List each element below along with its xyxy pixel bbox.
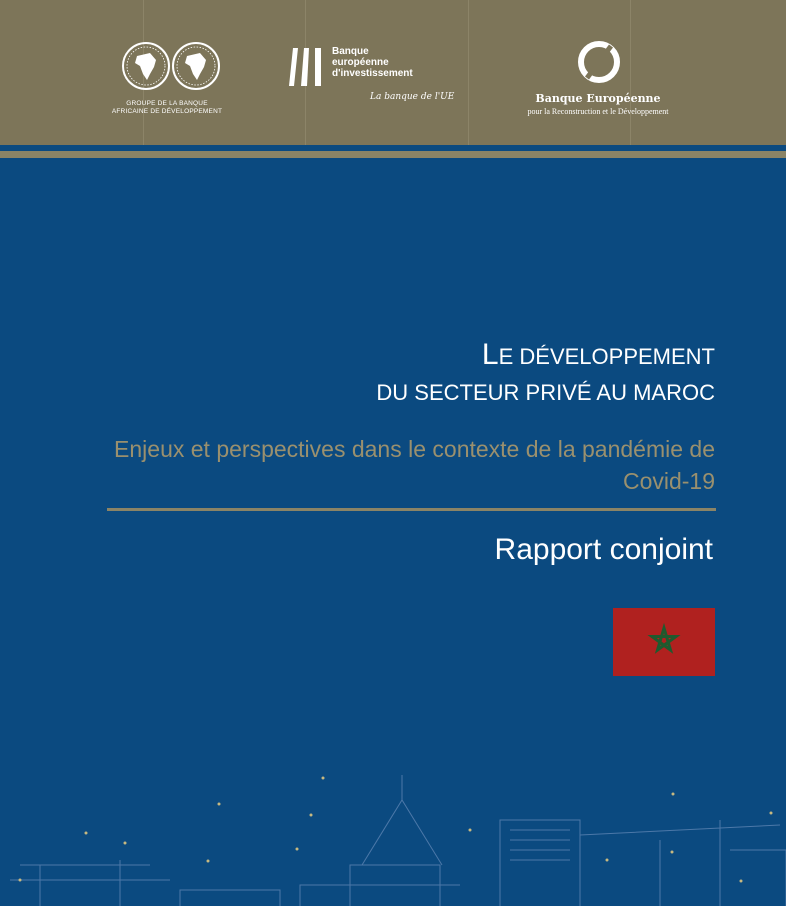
- eib-tagline: La banque de l'UE: [370, 92, 455, 102]
- city-skyline-illustration: [0, 740, 786, 906]
- report-title-line1: LE DÉVELOPPEMENT: [481, 338, 715, 371]
- morocco-flag: [613, 608, 715, 676]
- eib-logo: [287, 44, 462, 114]
- report-subtitle: Enjeux et perspectives dans le contexte de la pandémie de Covid-19: [114, 436, 715, 494]
- ebrd-emblem-icon: [577, 40, 621, 84]
- gold-stripe: [0, 151, 786, 158]
- afdb-name: GROUPE DE LA BANQUE AFRICAINE DE DÉVELOPPEMENT: [111, 100, 223, 115]
- eib-bars-icon: [287, 46, 327, 88]
- report-type: Rapport conjoint: [494, 533, 713, 566]
- afdb-logo: [110, 36, 230, 126]
- eib-name: Banque européenne d'investissement: [332, 46, 413, 79]
- title-divider: [107, 508, 716, 511]
- report-title-line2: DU SECTEUR PRIVÉ AU MAROC: [376, 380, 715, 405]
- ebrd-subtitle: pour la Reconstruction et le Développement: [527, 107, 669, 116]
- ebrd-name: Banque Européenne: [535, 92, 661, 105]
- green-star-icon: [613, 608, 715, 676]
- partner-logos-header: [0, 0, 786, 145]
- header-divider: [468, 0, 469, 145]
- ebrd-logo: [505, 40, 695, 120]
- africa-globe-icon: [110, 36, 224, 96]
